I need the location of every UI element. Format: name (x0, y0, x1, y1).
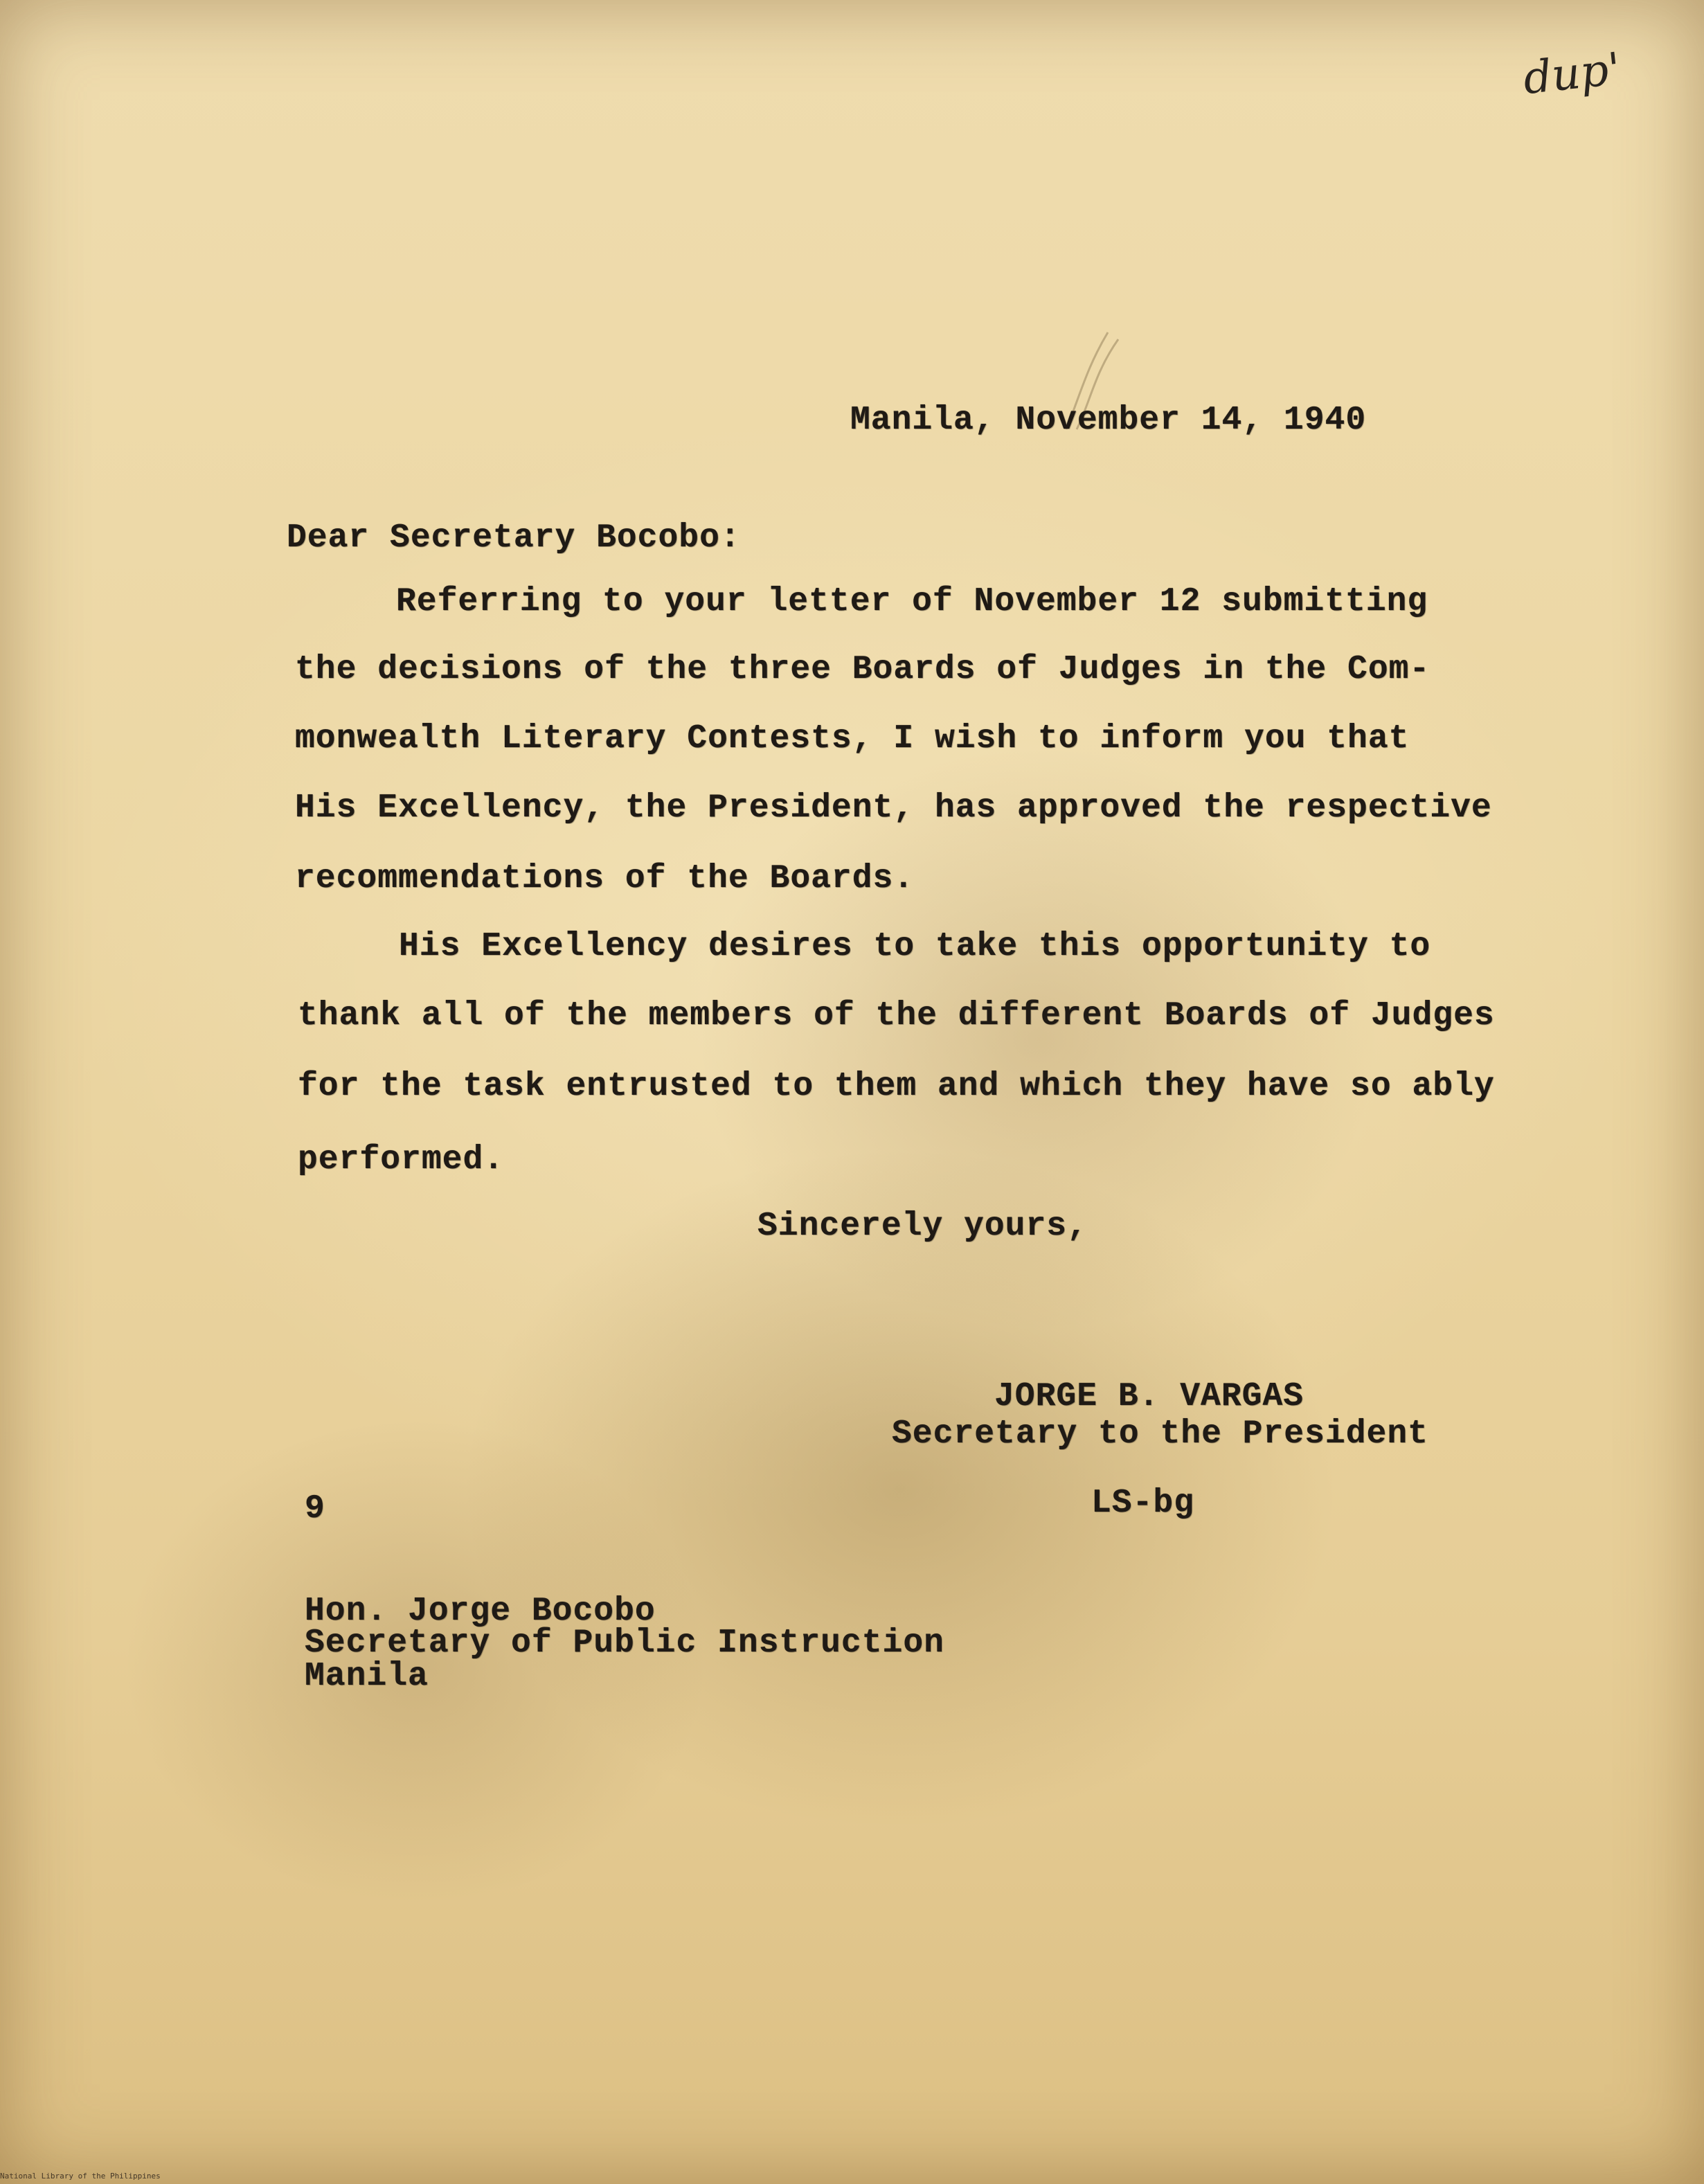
paragraph-line: the decisions of the three Boards of Judges in the Com- (295, 651, 1431, 688)
paragraph-line: recommendations of the Boards. (295, 860, 915, 897)
paragraph-line: monwealth Literary Contests, I wish to inform you that (295, 720, 1410, 758)
addressee-line: Manila (305, 1658, 429, 1695)
paragraph-line: Referring to your letter of November 12 submitting (396, 583, 1428, 620)
dateline: Manila, November 14, 1940 (850, 402, 1367, 439)
signer-name: JORGE B. VARGAS (994, 1378, 1304, 1415)
signer-title: Secretary to the President (892, 1415, 1428, 1453)
paragraph-line: His Excellency desires to take this opportunity to (399, 928, 1431, 965)
paragraph-line: performed. (298, 1141, 505, 1179)
handwritten-note: dup' (1521, 43, 1624, 105)
closing: Sincerely yours, (757, 1208, 1088, 1245)
archive-footer-caption: National Library of the Philippines (0, 2172, 161, 2181)
paragraph-line: thank all of the members of the different Boards of Judges (298, 997, 1495, 1035)
paragraph-line: for the task entrusted to them and which they have so ably (298, 1068, 1495, 1105)
typist-initials: LS-bg (1091, 1485, 1195, 1522)
addressee-line: Hon. Jorge Bocobo (305, 1593, 656, 1630)
paragraph-line: His Excellency, the President, has approved the respective (295, 789, 1492, 827)
salutation: Dear Secretary Bocobo: (287, 519, 741, 557)
addressee-line: Secretary of Public Instruction (305, 1624, 944, 1662)
file-number: 9 (305, 1490, 325, 1528)
